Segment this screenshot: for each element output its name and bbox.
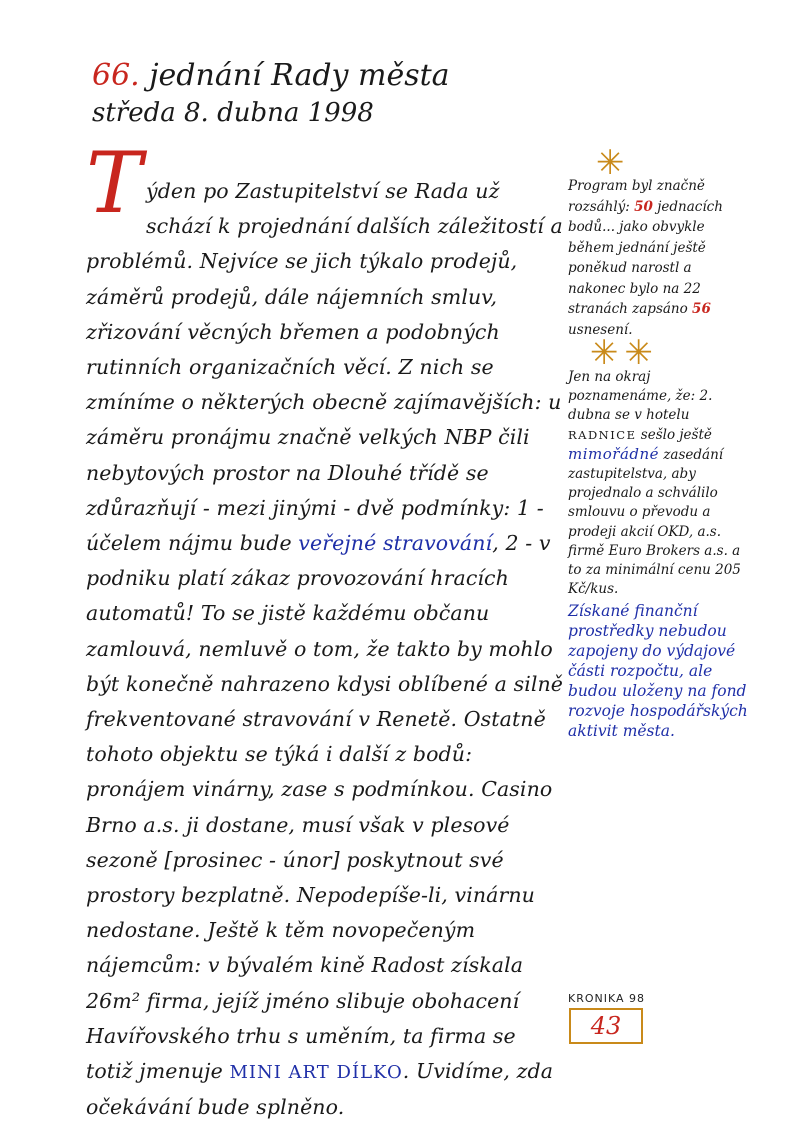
session-title: jednání Rady města — [139, 58, 450, 93]
note-text: jednacích bodů... jako obvykle během jednání ještě poněkud narostl a nakonec bylo na 22 stranách zapsáno — [568, 198, 723, 317]
hotel-name: RADNICE — [568, 427, 637, 442]
side-note-extraordinary-session — [568, 368, 756, 741]
heading-title-line — [92, 58, 450, 94]
firm-name-mini-art: MINI ART DÍLKO — [229, 1062, 403, 1084]
session-date: středa 8. dubna 1998 — [92, 98, 374, 128]
main-text-column — [86, 134, 566, 1125]
session-number: 66. — [92, 58, 140, 93]
chronicle-label: KRONIKA 98 — [568, 992, 646, 1005]
item-count: 50 — [634, 198, 653, 215]
page-number: 43 — [569, 1008, 643, 1044]
note-text: zasedání zastupitelstva, aby projednalo a schválilo smlouvu o převodu a prodeji akcií OKD, a.s. firmě Euro Brokers a.s. a to za minimální cenu 205 Kč/kus. — [568, 446, 741, 598]
text-segment: , 2 - v podniku platí zákaz provozování hracích automatů! To se jistě každému občanu zamlouvá, nemluvě o tom, že takto by mohlo být konečně nahrazeno kdysi oblíbené a silně frekventované stravování v Renetě. Ostatně tohoto objektu se týká i další z bodů: pronájem vinárny, zase s podmínkou. Casino Brno a.s. ji dostane, musí však v plesové sezoně [prosinec - únor] poskytnout své prostory bezplatně. Nepodepíše-li, vinárnu nedostane. Ještě k těm novopečeným nájemcům: v bývalém kině Radost získala 26m² firma, jejíž jméno slibuje obohacení Havířovského trhu s uměním, ta firma se totiž jmenuje — [86, 531, 564, 1084]
drop-cap: T — [86, 134, 143, 232]
text-segment: ýden po Zastupitelství se Rada už schází k projednání dalších záležitostí a problémů. Nejvíce se jich týkalo prodejů, záměrů prodejů, dále nájemních smluv, zřizování věcných břemen a podobných rutinních organizačních věcí. Z nich se zmíníme o některých obecně zajímavějších: u záměru pronájmu značně velkých NBP čili nebytových prostor na Dlouhé třídě se zdůrazňují - mezi jinými - dvě podmínky: 1 - účelem nájmu bude — [86, 179, 563, 556]
note-funds: Získané finanční prostředky nebudou zapojeny do výdajové části rozpočtu, ale budou uloženy na fond rozvoje hospodářských aktivit města. — [568, 602, 748, 741]
note-text: Program byl značně rozsáhlý: — [568, 178, 705, 215]
highlight-public-catering: veřejné stravování — [298, 531, 493, 556]
text-segment: . Uvidíme, zda očekávání bude splněno. — [86, 1059, 554, 1120]
note-text: usnesení. — [568, 321, 633, 338]
side-note-program — [568, 176, 738, 340]
main-paragraph — [86, 174, 566, 1125]
note-text: sešlo ještě — [636, 426, 712, 443]
extraordinary-word: mimořádné — [568, 444, 660, 463]
session-heading — [92, 58, 450, 130]
asterisk-icon: ✳ — [596, 143, 625, 183]
double-asterisk-icon: ✳✳ — [590, 333, 659, 373]
note-text: Jen na okraj poznamenáme, že: 2. dubna se v hotelu — [568, 369, 713, 424]
resolution-count: 56 — [692, 301, 711, 317]
